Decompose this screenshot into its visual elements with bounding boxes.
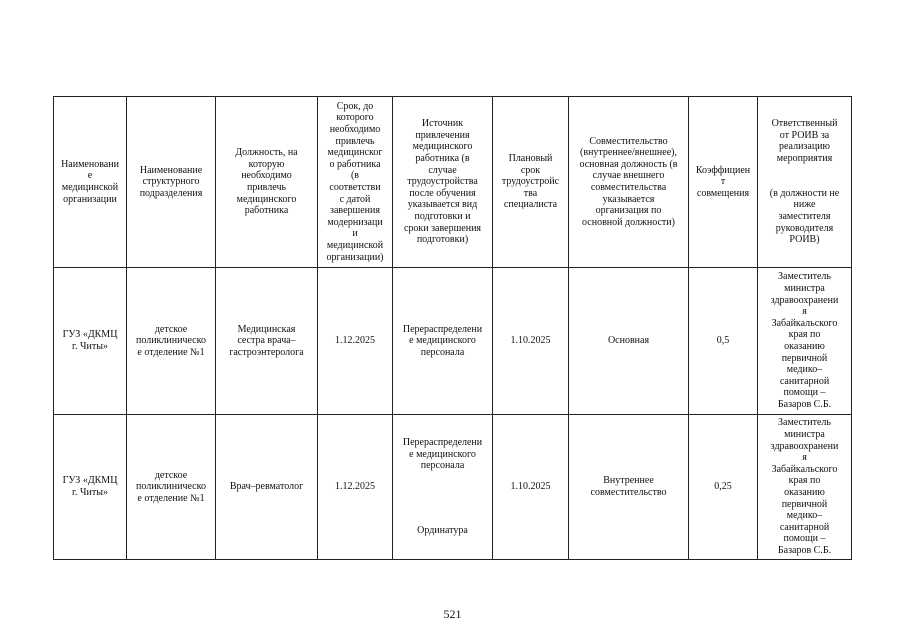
cell-deadline: 1.12.2025 <box>318 415 393 560</box>
header-source: Источник привлечения медицинского работника (в случае трудоустройства после обучения указывается вид подготовки и сроки завершения подготовки) <box>393 97 493 268</box>
table-row <box>54 415 852 560</box>
source-bottom-text: Ординатура <box>417 525 468 537</box>
cell-deadline: 1.12.2025 <box>318 268 393 415</box>
header-coefficient: Коэффициен т совмещения <box>689 97 758 268</box>
staffing-table <box>53 96 852 560</box>
source-top-text: Перераспределени е медицинского персонала <box>402 437 483 472</box>
cell-combination: Внутреннее совместительство <box>569 415 689 560</box>
header-unit: Наименование структурного подразделения <box>127 97 216 268</box>
header-responsible: Ответственный от РОИВ за реализацию мероприятия (в должности не ниже заместителя руководителя РОИВ) <box>758 97 852 268</box>
cell-coefficient: 0,25 <box>689 415 758 560</box>
cell-combination: Основная <box>569 268 689 415</box>
cell-position: Медицинская сестра врача– гастроэнтеролога <box>216 268 318 415</box>
header-combination: Совместительство (внутреннее/внешнее), основная должность (в случае внешнего совместительства указывается организация по основной должности) <box>569 97 689 268</box>
cell-responsible: Заместитель министра здравоохранени я Забайкальского края по оказанию первичной медико– санитарной помощи – Базаров С.Б. <box>758 415 852 560</box>
cell-source <box>393 415 493 560</box>
cell-org: ГУЗ «ДКМЦ г. Читы» <box>54 268 127 415</box>
cell-responsible: Заместитель министра здравоохранени я Забайкальского края по оказанию первичной медико– санитарной помощи – Базаров С.Б. <box>758 268 852 415</box>
cell-position: Врач–ревматолог <box>216 415 318 560</box>
header-row <box>54 97 852 268</box>
cell-org: ГУЗ «ДКМЦ г. Читы» <box>54 415 127 560</box>
header-org: Наименовани е медицинской организации <box>54 97 127 268</box>
cell-planned: 1.10.2025 <box>493 415 569 560</box>
header-deadline: Срок, до которого необходимо привлечь медицинског о работника (в соответстви с датой завершения модернизаци и медицинской организации) <box>318 97 393 268</box>
page-number: 521 <box>443 607 462 621</box>
cell-source: Перераспределени е медицинского персонала <box>393 268 493 415</box>
cell-unit: детское поликлиническо е отделение №1 <box>127 268 216 415</box>
table-row <box>54 268 852 415</box>
cell-unit: детское поликлиническо е отделение №1 <box>127 415 216 560</box>
source-split <box>395 437 490 537</box>
cell-planned: 1.10.2025 <box>493 268 569 415</box>
header-position: Должность, на которую необходимо привлечь медицинского работника <box>216 97 318 268</box>
cell-coefficient: 0,5 <box>689 268 758 415</box>
header-planned: Плановый срок трудоустройс тва специалиста <box>493 97 569 268</box>
